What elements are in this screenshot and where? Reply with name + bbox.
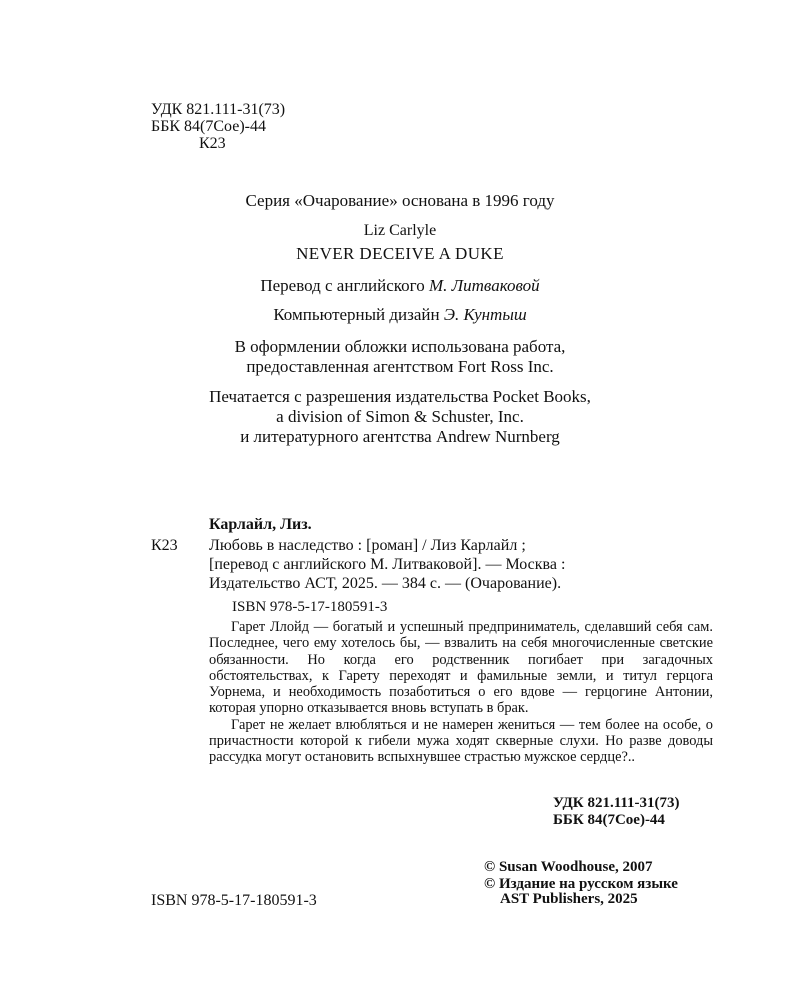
permission-line3: и литературного агентства Andrew Nurnberg <box>240 427 560 446</box>
udk-top: УДК 821.111-31(73) <box>151 101 286 118</box>
catalog-mark: К23 <box>151 537 178 554</box>
catalog-udk: УДК 821.111-31(73) <box>553 795 680 811</box>
catalog-bbk: ББК 84(7Сое)-44 <box>553 812 665 828</box>
original-author: Liz Carlyle <box>363 222 437 239</box>
annotation-paragraph-2: Гарет не желает влюбляться и не намерен жениться — тем более на особе, о причастности которой к гибели мужа ходят скверные слухи. Но разве доводы рассудка могут остановить вспыхнувшее страстью мужское сердце?.. <box>209 716 713 766</box>
cover-note-line1: В оформлении обложки использована работа, <box>234 337 566 356</box>
copyright-author: © Susan Woodhouse, 2007 <box>484 859 653 875</box>
permission-line2: a division of Simon & Schuster, Inc. <box>276 407 524 426</box>
bbk-top: ББК 84(7Сое)-44 <box>151 118 266 135</box>
series-line: Серия «Очарование» основана в 1996 году <box>245 191 555 210</box>
copyright-edition-line1: © Издание на русском языке <box>484 876 678 892</box>
catalog-line2: [перевод с английского М. Литваковой]. — Москва : <box>209 556 566 573</box>
bottom-isbn: ISBN 978-5-17-180591-3 <box>151 892 317 909</box>
designer-name: Э. Кунтыш <box>443 305 527 324</box>
design-prefix: Компьютерный дизайн <box>273 305 440 324</box>
original-title: NEVER DECEIVE A DUKE <box>296 244 504 263</box>
translation-credit <box>0 276 800 296</box>
catalog-author-heading: Карлайл, Лиз. <box>209 516 312 533</box>
cover-note-line2: предоставленная агентством Fort Ross Inc. <box>246 357 554 376</box>
author-mark-top: К23 <box>199 135 226 152</box>
catalog-line3: Издательство АСТ, 2025. — 384 с. — (Очарование). <box>209 575 562 592</box>
annotation <box>209 619 713 766</box>
catalog-line1: Любовь в наследство : [роман] / Лиз Карлайл ; <box>209 537 526 554</box>
translation-prefix: Перевод с английского <box>260 276 425 295</box>
design-credit <box>0 305 800 325</box>
permission-line1: Печатается с разрешения издательства Pocket Books, <box>209 387 591 406</box>
translator-name: М. Литваковой <box>428 276 540 295</box>
annotation-paragraph-1: Гарет Ллойд — богатый и успешный предприниматель, сделавший себя сам. Последнее, чего ему хотелось бы, — взвалить на себя многочисленные светские обязанности. Но когда его родственник погибает при загадочных обстоятельствах, к Гарету переходят и фамильные земли, и титул герцога Уорнема, и необходимость позаботиться о его вдове — герцогине Антонии, которая упорно отказывается вновь вступать в брак. <box>209 619 713 717</box>
catalog-isbn: ISBN 978-5-17-180591-3 <box>232 599 388 615</box>
copyright-edition-line2: AST Publishers, 2025 <box>500 891 638 907</box>
